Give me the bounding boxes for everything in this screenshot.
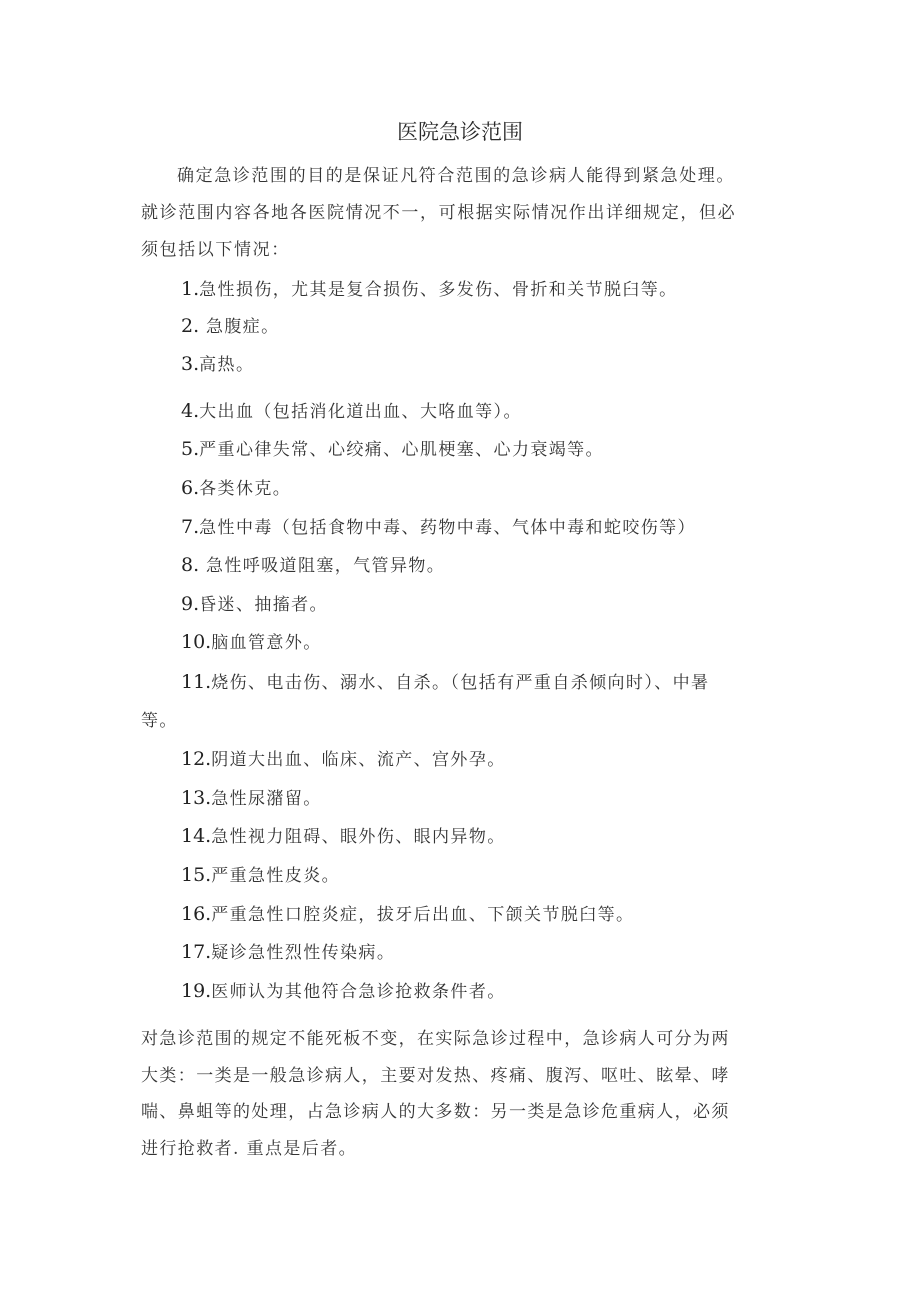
- list-item: [181, 823, 506, 850]
- item-text: 急性视力阻碍、眼外伤、眼内异物。: [211, 827, 506, 847]
- intro-paragraph: [141, 158, 801, 269]
- item-number: 4.: [181, 400, 200, 422]
- item-number: 17.: [181, 941, 212, 963]
- list-item: [181, 514, 696, 541]
- list-item: [181, 629, 322, 656]
- item-number: 14.: [181, 825, 212, 847]
- list-item: [181, 351, 254, 378]
- item-number: 3.: [181, 353, 200, 375]
- item-text: 急性尿潴留。: [211, 789, 322, 809]
- list-item: [181, 978, 506, 1005]
- item-number: 19.: [181, 980, 212, 1002]
- item-text: 脑血管意外。: [211, 633, 322, 653]
- list-item: [181, 552, 445, 579]
- item-number: 8.: [181, 554, 200, 576]
- item-text: 大出血（包括消化道出血、大咯血等）。: [199, 402, 522, 422]
- item-text: 昏迷、抽搐者。: [199, 595, 328, 615]
- item-text: 烧伤、电击伤、溺水、自杀。（包括有严重自杀倾向时）、中暑: [211, 673, 710, 693]
- item-text: 急性中毒（包括食物中毒、药物中毒、气体中毒和蛇咬伤等）: [199, 518, 696, 538]
- item-text: 各类休克。: [199, 479, 292, 499]
- item-text: 高热。: [199, 355, 255, 375]
- item-number: 12.: [181, 748, 212, 770]
- list-item: [181, 746, 506, 773]
- item-text: 急性呼吸道阻塞，气管异物。: [199, 556, 446, 576]
- intro-line: 确定急诊范围的目的是保证凡符合范围的急诊病人能得到紧急处理。: [177, 166, 735, 186]
- item-text: 严重心律失常、心绞痛、心肌梗塞、心力衰竭等。: [199, 440, 604, 460]
- item-number: 7.: [181, 516, 200, 538]
- closing-line: 大类：一类是一般急诊病人，主要对发热、疼痛、腹泻、呕吐、眩晕、哮: [141, 1065, 730, 1086]
- item-number: 11.: [181, 671, 212, 693]
- item-text: 急腹症。: [199, 317, 280, 337]
- item-text: 急性损伤，尤其是复合损伤、多发伤、骨折和关节脱臼等。: [199, 280, 678, 300]
- closing-paragraph: [141, 1021, 730, 1167]
- list-item-continuation: 等。: [141, 711, 178, 731]
- item-number: 16.: [181, 903, 212, 925]
- item-text: 医师认为其他符合急诊抢救条件者。: [211, 982, 506, 1002]
- list-item: [181, 276, 678, 303]
- list-item: [181, 591, 328, 618]
- item-text: 严重急性口腔炎症，拔牙后出血、下颌关节脱臼等。: [211, 905, 635, 925]
- list-item: [181, 939, 395, 966]
- list-item: [181, 398, 522, 425]
- list-item: [181, 475, 291, 502]
- item-number: 9.: [181, 593, 200, 615]
- page-title: 医院急诊范围: [397, 120, 523, 144]
- closing-line: 对急诊范围的规定不能死板不变，在实际急诊过程中，急诊病人可分为两: [141, 1029, 730, 1049]
- list-item: [181, 862, 340, 889]
- intro-line: 须包括以下情况：: [141, 240, 290, 260]
- item-number: 10.: [181, 631, 212, 653]
- item-number: 5.: [181, 438, 200, 460]
- closing-line: 喘、鼻蛆等的处理，占急诊病人的大多数：另一类是急诊危重病人，必须: [141, 1102, 730, 1122]
- list-item: [181, 313, 280, 340]
- item-text: 阴道大出血、临床、流产、宫外孕。: [211, 750, 506, 770]
- item-text: 严重急性皮炎。: [211, 866, 341, 886]
- closing-line: 进行抢救者. 重点是后者。: [141, 1138, 358, 1159]
- list-item: [181, 436, 604, 463]
- intro-line: 就诊范围内容各地各医院情况不一，可根据实际情况作出详细规定，但必: [141, 203, 737, 223]
- list-item: [181, 669, 709, 696]
- item-number: 15.: [181, 864, 212, 886]
- item-number: 13.: [181, 787, 212, 809]
- item-number: 6.: [181, 477, 200, 499]
- item-text: 疑诊急性烈性传染病。: [211, 943, 396, 963]
- list-item: [181, 785, 322, 812]
- item-number: 2.: [181, 315, 200, 337]
- item-number: 1.: [181, 278, 200, 300]
- list-item: [181, 901, 634, 928]
